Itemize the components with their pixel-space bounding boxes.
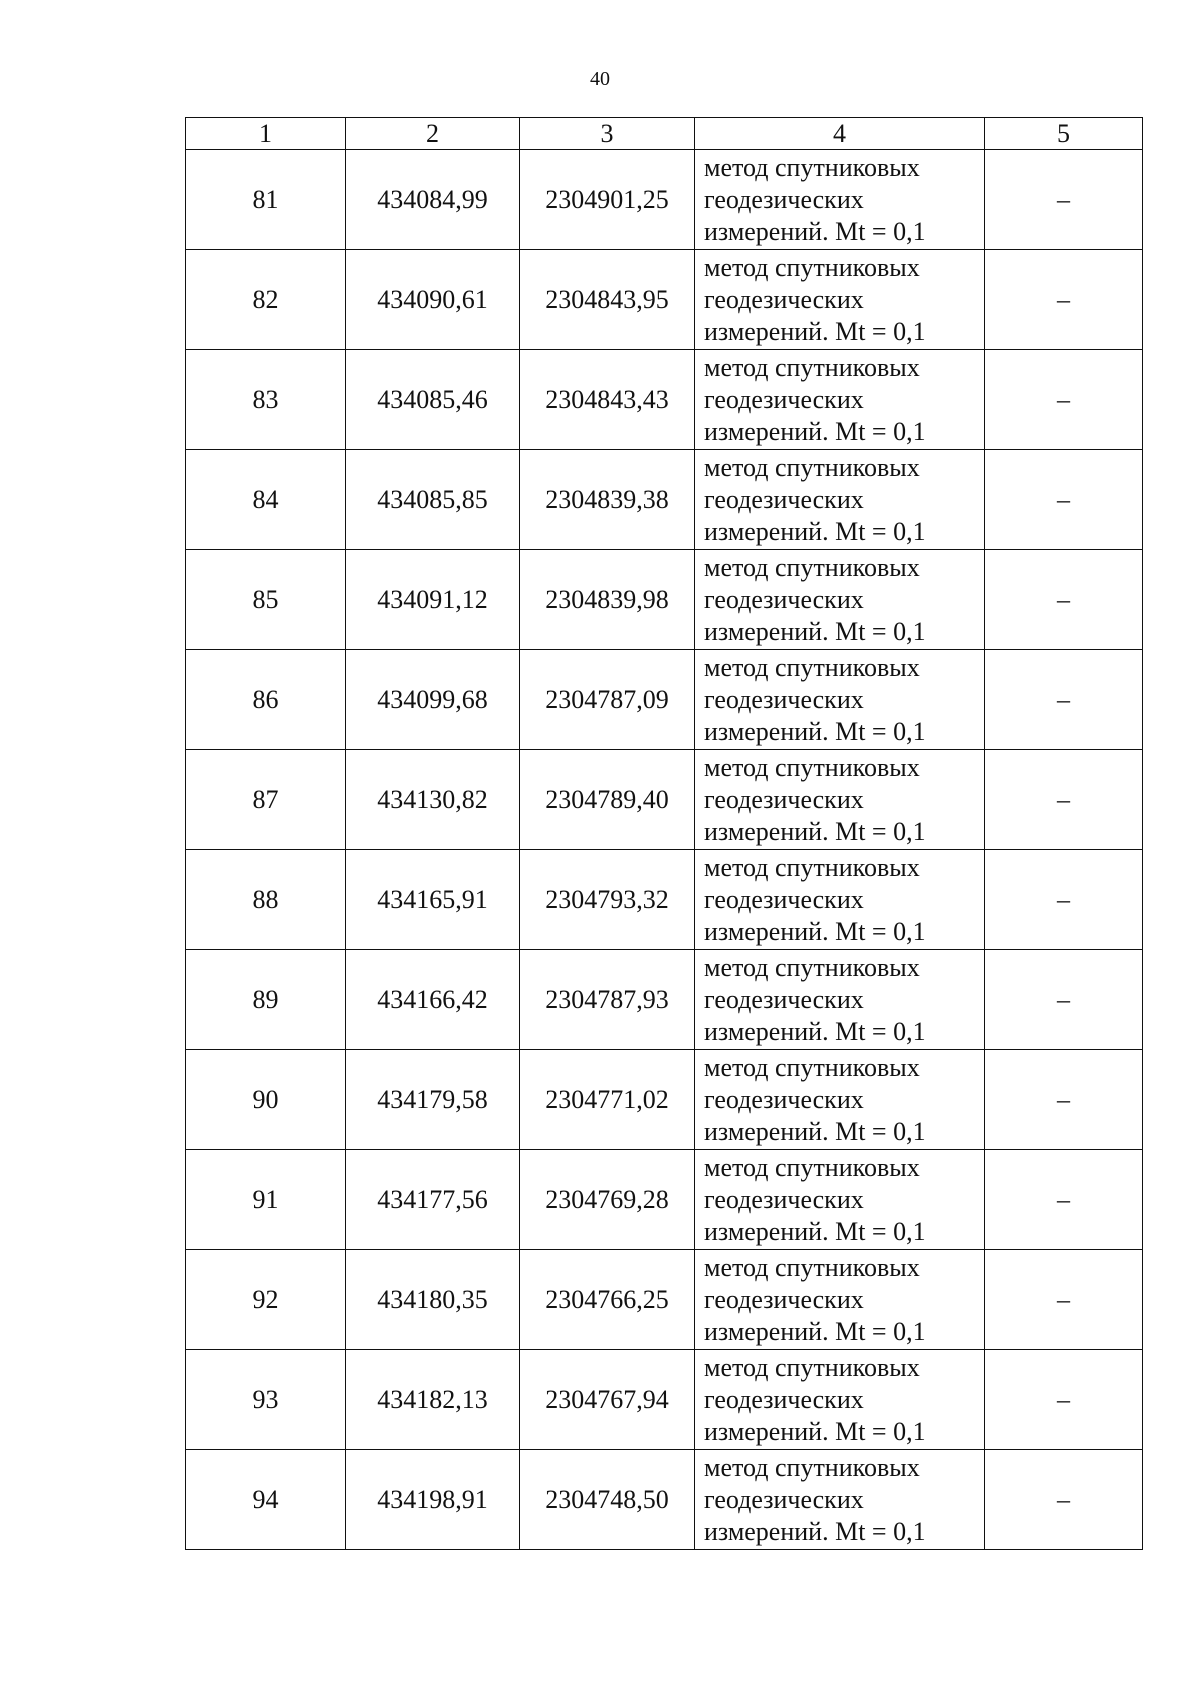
method-line-3: измерений. Mt = 0,1 [704, 216, 926, 246]
table-row [186, 750, 1143, 850]
x-coordinate-cell: 434085,85 [346, 450, 520, 550]
method-cell [695, 1350, 985, 1450]
method-line-1: метод спутниковых [704, 952, 920, 982]
note-cell: – [985, 250, 1143, 350]
table-row [186, 650, 1143, 750]
x-coordinate-cell: 434180,35 [346, 1250, 520, 1350]
header-col-4: 4 [695, 118, 985, 150]
table-row [186, 1250, 1143, 1350]
note-cell: – [985, 550, 1143, 650]
point-number-cell: 84 [186, 450, 346, 550]
y-coordinate-cell: 2304769,28 [520, 1150, 695, 1250]
table-body [186, 150, 1143, 1550]
method-line-1: метод спутниковых [704, 1052, 920, 1082]
method-line-3: измерений. Mt = 0,1 [704, 1016, 926, 1046]
point-number-cell: 86 [186, 650, 346, 750]
note-cell: – [985, 950, 1143, 1050]
method-line-3: измерений. Mt = 0,1 [704, 316, 926, 346]
x-coordinate-cell: 434165,91 [346, 850, 520, 950]
table-row [186, 250, 1143, 350]
method-line-1: метод спутниковых [704, 1152, 920, 1182]
y-coordinate-cell: 2304767,94 [520, 1350, 695, 1450]
method-line-3: измерений. Mt = 0,1 [704, 516, 926, 546]
method-cell [695, 550, 985, 650]
note-cell: – [985, 150, 1143, 250]
coordinates-table [185, 117, 1143, 1550]
method-cell [695, 1050, 985, 1150]
method-line-3: измерений. Mt = 0,1 [704, 716, 926, 746]
x-coordinate-cell: 434179,58 [346, 1050, 520, 1150]
point-number-cell: 83 [186, 350, 346, 450]
method-line-1: метод спутниковых [704, 1252, 920, 1282]
table-row [186, 1350, 1143, 1450]
table-row [186, 850, 1143, 950]
method-line-1: метод спутниковых [704, 1452, 920, 1482]
note-cell: – [985, 1250, 1143, 1350]
method-line-3: измерений. Mt = 0,1 [704, 1116, 926, 1146]
table-row [186, 350, 1143, 450]
table-row [186, 950, 1143, 1050]
page-number: 40 [590, 68, 610, 90]
y-coordinate-cell: 2304839,98 [520, 550, 695, 650]
method-line-1: метод спутниковых [704, 252, 920, 282]
method-line-2: геодезических [704, 1084, 864, 1114]
method-line-1: метод спутниковых [704, 852, 920, 882]
method-cell [695, 850, 985, 950]
method-cell [695, 650, 985, 750]
table-row [186, 1050, 1143, 1150]
note-cell: – [985, 350, 1143, 450]
note-cell: – [985, 1450, 1143, 1550]
method-line-2: геодезических [704, 584, 864, 614]
header-col-5: 5 [985, 118, 1143, 150]
method-line-3: измерений. Mt = 0,1 [704, 1216, 926, 1246]
table-row [186, 450, 1143, 550]
y-coordinate-cell: 2304748,50 [520, 1450, 695, 1550]
method-line-2: геодезических [704, 184, 864, 214]
method-line-2: геодезических [704, 1384, 864, 1414]
method-line-1: метод спутниковых [704, 352, 920, 382]
header-col-1: 1 [186, 118, 346, 150]
table-header [186, 118, 1143, 150]
note-cell: – [985, 850, 1143, 950]
header-col-2: 2 [346, 118, 520, 150]
method-line-3: измерений. Mt = 0,1 [704, 1516, 926, 1546]
method-line-2: геодезических [704, 484, 864, 514]
x-coordinate-cell: 434084,99 [346, 150, 520, 250]
method-line-1: метод спутниковых [704, 752, 920, 782]
table-row [186, 550, 1143, 650]
point-number-cell: 93 [186, 1350, 346, 1450]
method-line-3: измерений. Mt = 0,1 [704, 816, 926, 846]
note-cell: – [985, 1350, 1143, 1450]
method-line-2: геодезических [704, 984, 864, 1014]
method-line-2: геодезических [704, 684, 864, 714]
x-coordinate-cell: 434130,82 [346, 750, 520, 850]
y-coordinate-cell: 2304901,25 [520, 150, 695, 250]
point-number-cell: 82 [186, 250, 346, 350]
point-number-cell: 85 [186, 550, 346, 650]
method-cell [695, 450, 985, 550]
method-line-2: геодезических [704, 384, 864, 414]
x-coordinate-cell: 434091,12 [346, 550, 520, 650]
method-cell [695, 1250, 985, 1350]
method-line-3: измерений. Mt = 0,1 [704, 1416, 926, 1446]
y-coordinate-cell: 2304766,25 [520, 1250, 695, 1350]
y-coordinate-cell: 2304787,93 [520, 950, 695, 1050]
method-cell [695, 150, 985, 250]
note-cell: – [985, 1050, 1143, 1150]
x-coordinate-cell: 434182,13 [346, 1350, 520, 1450]
method-line-3: измерений. Mt = 0,1 [704, 916, 926, 946]
header-col-3: 3 [520, 118, 695, 150]
method-line-1: метод спутниковых [704, 1352, 920, 1382]
method-line-1: метод спутниковых [704, 652, 920, 682]
method-cell [695, 250, 985, 350]
method-line-2: геодезических [704, 1284, 864, 1314]
x-coordinate-cell: 434085,46 [346, 350, 520, 450]
point-number-cell: 87 [186, 750, 346, 850]
point-number-cell: 88 [186, 850, 346, 950]
point-number-cell: 94 [186, 1450, 346, 1550]
y-coordinate-cell: 2304843,95 [520, 250, 695, 350]
method-line-1: метод спутниковых [704, 552, 920, 582]
method-line-2: геодезических [704, 1184, 864, 1214]
method-line-3: измерений. Mt = 0,1 [704, 416, 926, 446]
point-number-cell: 89 [186, 950, 346, 1050]
table-row [186, 1150, 1143, 1250]
method-line-3: измерений. Mt = 0,1 [704, 616, 926, 646]
note-cell: – [985, 650, 1143, 750]
method-cell [695, 950, 985, 1050]
method-cell [695, 1450, 985, 1550]
y-coordinate-cell: 2304787,09 [520, 650, 695, 750]
point-number-cell: 90 [186, 1050, 346, 1150]
note-cell: – [985, 750, 1143, 850]
method-line-2: геодезических [704, 284, 864, 314]
point-number-cell: 81 [186, 150, 346, 250]
point-number-cell: 91 [186, 1150, 346, 1250]
note-cell: – [985, 450, 1143, 550]
method-cell [695, 350, 985, 450]
method-line-2: геодезических [704, 784, 864, 814]
method-cell [695, 750, 985, 850]
x-coordinate-cell: 434099,68 [346, 650, 520, 750]
table-row [186, 150, 1143, 250]
x-coordinate-cell: 434090,61 [346, 250, 520, 350]
method-cell [695, 1150, 985, 1250]
y-coordinate-cell: 2304793,32 [520, 850, 695, 950]
method-line-2: геодезических [704, 1484, 864, 1514]
x-coordinate-cell: 434198,91 [346, 1450, 520, 1550]
method-line-3: измерений. Mt = 0,1 [704, 1316, 926, 1346]
x-coordinate-cell: 434166,42 [346, 950, 520, 1050]
x-coordinate-cell: 434177,56 [346, 1150, 520, 1250]
y-coordinate-cell: 2304771,02 [520, 1050, 695, 1150]
point-number-cell: 92 [186, 1250, 346, 1350]
y-coordinate-cell: 2304843,43 [520, 350, 695, 450]
header-row [186, 118, 1143, 150]
method-line-2: геодезических [704, 884, 864, 914]
note-cell: – [985, 1150, 1143, 1250]
y-coordinate-cell: 2304789,40 [520, 750, 695, 850]
y-coordinate-cell: 2304839,38 [520, 450, 695, 550]
method-line-1: метод спутниковых [704, 152, 920, 182]
table-row [186, 1450, 1143, 1550]
method-line-1: метод спутниковых [704, 452, 920, 482]
